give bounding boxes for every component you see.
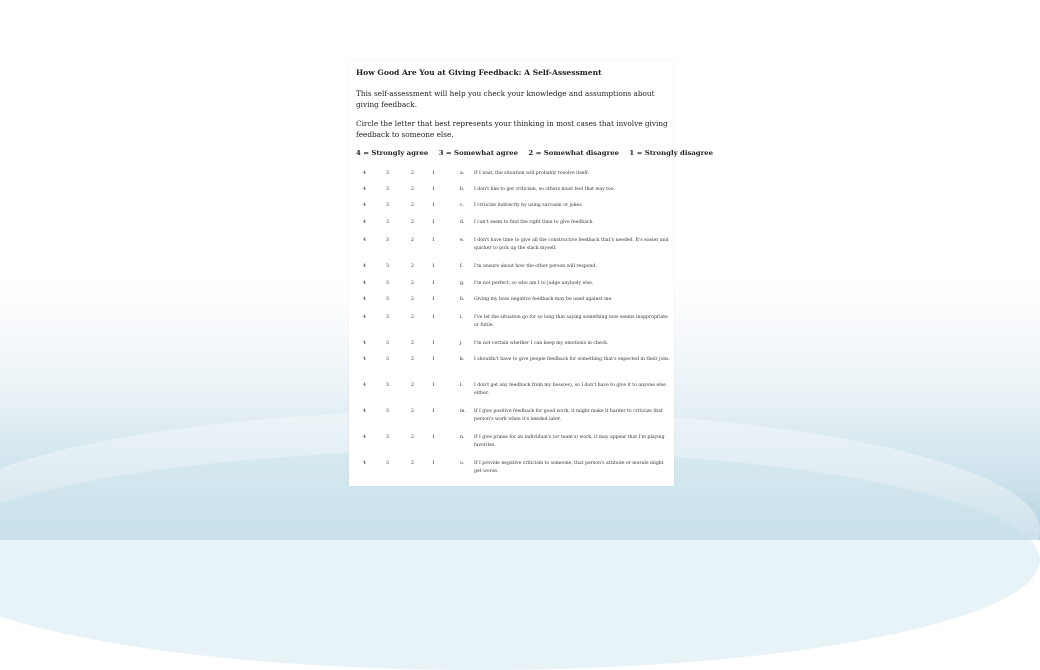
scale-somewhat-agree: 3 = Somewhat agree	[438, 149, 518, 157]
item-letter[interactable]: o.	[460, 461, 465, 466]
rating-option-4[interactable]: 4	[363, 203, 366, 208]
item-statement: I'm not perfect, so who am I to judge anybody else.	[474, 281, 594, 286]
rating-option-4[interactable]: 4	[363, 341, 366, 346]
item-statement: If I provide negative criticism to someone, that person's attitude or morale might get worse.	[474, 461, 664, 474]
rating-option-3[interactable]: 3	[386, 264, 389, 269]
rating-option-3[interactable]: 3	[386, 297, 389, 302]
rating-option-4[interactable]: 4	[363, 238, 366, 243]
rating-option-3[interactable]: 3	[386, 220, 389, 225]
rating-option-4[interactable]: 4	[363, 171, 366, 176]
rating-option-2[interactable]: 2	[411, 264, 414, 269]
rating-option-2[interactable]: 2	[411, 238, 414, 243]
rating-option-2[interactable]: 2	[411, 297, 414, 302]
document-title: How Good Are You at Giving Feedback: A Self-Assessment	[356, 68, 602, 77]
item-statement: I've let the situation go for so long that saying something now seems inappropriate or futile.	[474, 315, 668, 328]
rating-option-1[interactable]: 1	[432, 461, 435, 466]
instruction-paragraph: Circle the letter that best represents your thinking in most cases that involve giving feedback to someone else.	[356, 119, 668, 139]
rating-option-3[interactable]: 3	[386, 461, 389, 466]
item-letter[interactable]: l.	[460, 383, 463, 388]
scale-somewhat-disagree: 2 = Somewhat disagree	[528, 149, 619, 157]
item-letter[interactable]: d.	[460, 220, 465, 225]
rating-option-2[interactable]: 2	[411, 435, 414, 440]
rating-option-2[interactable]: 2	[411, 171, 414, 176]
rating-option-1[interactable]: 1	[432, 203, 435, 208]
rating-option-3[interactable]: 3	[386, 409, 389, 414]
item-statement: I don't like to get criticism, so others must feel that way too.	[474, 187, 615, 192]
rating-option-2[interactable]: 2	[411, 383, 414, 388]
rating-option-2[interactable]: 2	[411, 409, 414, 414]
rating-option-1[interactable]: 1	[432, 383, 435, 388]
item-statement: I don't get any feedback from my boss(es), so I don't have to give it to anyone else either.	[474, 383, 666, 396]
scale-strongly-disagree: 1 = Strongly disagree	[629, 149, 714, 157]
item-letter[interactable]: j.	[460, 341, 463, 346]
rating-option-3[interactable]: 3	[386, 187, 389, 192]
item-letter[interactable]: m.	[460, 409, 466, 414]
rating-option-3[interactable]: 3	[386, 315, 389, 320]
rating-option-1[interactable]: 1	[432, 238, 435, 243]
rating-option-1[interactable]: 1	[432, 171, 435, 176]
item-letter[interactable]: f.	[460, 264, 463, 269]
item-statement: I'm not certain whether I can keep my emotions in check.	[474, 341, 609, 346]
item-statement: If I wait, the situation will probably resolve itself.	[474, 171, 589, 176]
rating-option-4[interactable]: 4	[363, 264, 366, 269]
item-statement: I shouldn't have to give people feedback for something that's expected in their jobs.	[474, 357, 670, 362]
assessment-items	[349, 60, 674, 486]
rating-option-4[interactable]: 4	[363, 409, 366, 414]
rating-option-3[interactable]: 3	[386, 238, 389, 243]
rating-option-4[interactable]: 4	[363, 383, 366, 388]
rating-option-2[interactable]: 2	[411, 341, 414, 346]
rating-option-3[interactable]: 3	[386, 203, 389, 208]
item-statement: I criticize indirectly by using sarcasm or jokes.	[474, 203, 584, 208]
rating-option-4[interactable]: 4	[363, 220, 366, 225]
rating-option-2[interactable]: 2	[411, 220, 414, 225]
rating-option-2[interactable]: 2	[411, 281, 414, 286]
rating-option-3[interactable]: 3	[386, 383, 389, 388]
rating-option-3[interactable]: 3	[386, 341, 389, 346]
item-statement: If I give positive feedback for good work, it might make it harder to criticize that person's work when it's needed later.	[474, 409, 663, 422]
item-statement: I don't have time to give all the constructive feedback that's needed. It's easier and quicker to pick up the slack myself.	[474, 238, 669, 251]
document-page	[349, 60, 714, 486]
rating-option-1[interactable]: 1	[432, 357, 435, 362]
intro-paragraph: This self-assessment will help you check your knowledge and assumptions about giving feedback.	[356, 89, 655, 109]
rating-option-1[interactable]: 1	[432, 341, 435, 346]
rating-option-4[interactable]: 4	[363, 281, 366, 286]
item-statement: I can't seem to find the right time to give feedback.	[474, 220, 594, 225]
scale-strongly-agree: 4 = Strongly agree	[356, 149, 429, 157]
rating-option-2[interactable]: 2	[411, 357, 414, 362]
item-letter[interactable]: e.	[460, 238, 465, 243]
rating-option-3[interactable]: 3	[386, 435, 389, 440]
item-letter[interactable]: a.	[460, 171, 465, 176]
rating-option-3[interactable]: 3	[386, 281, 389, 286]
rating-option-4[interactable]: 4	[363, 357, 366, 362]
item-letter[interactable]: k.	[460, 357, 465, 362]
rating-option-4[interactable]: 4	[363, 297, 366, 302]
item-letter[interactable]: n.	[460, 435, 465, 440]
item-statement: If I give praise for an individual's (or team's) work, it may appear that I'm playing favorites.	[474, 435, 665, 448]
rating-option-4[interactable]: 4	[363, 461, 366, 466]
item-letter[interactable]: g.	[460, 281, 465, 286]
item-letter[interactable]: i.	[460, 315, 463, 320]
item-letter[interactable]: h.	[460, 297, 465, 302]
item-letter[interactable]: c.	[460, 203, 465, 208]
rating-option-4[interactable]: 4	[363, 187, 366, 192]
rating-option-1[interactable]: 1	[432, 264, 435, 269]
rating-option-3[interactable]: 3	[386, 357, 389, 362]
item-letter[interactable]: b.	[460, 187, 465, 192]
rating-option-1[interactable]: 1	[432, 409, 435, 414]
rating-option-2[interactable]: 2	[411, 203, 414, 208]
rating-option-1[interactable]: 1	[432, 315, 435, 320]
item-statement: I'm unsure about how the other person will respond.	[474, 264, 597, 269]
rating-option-1[interactable]: 1	[432, 220, 435, 225]
rating-option-3[interactable]: 3	[386, 171, 389, 176]
rating-option-2[interactable]: 2	[411, 315, 414, 320]
rating-option-2[interactable]: 2	[411, 461, 414, 466]
rating-option-1[interactable]: 1	[432, 297, 435, 302]
rating-option-4[interactable]: 4	[363, 435, 366, 440]
rating-option-4[interactable]: 4	[363, 315, 366, 320]
rating-option-1[interactable]: 1	[432, 281, 435, 286]
rating-option-1[interactable]: 1	[432, 435, 435, 440]
rating-option-2[interactable]: 2	[411, 187, 414, 192]
rating-option-1[interactable]: 1	[432, 187, 435, 192]
item-statement: Giving my boss negative feedback may be used against me.	[474, 297, 613, 302]
